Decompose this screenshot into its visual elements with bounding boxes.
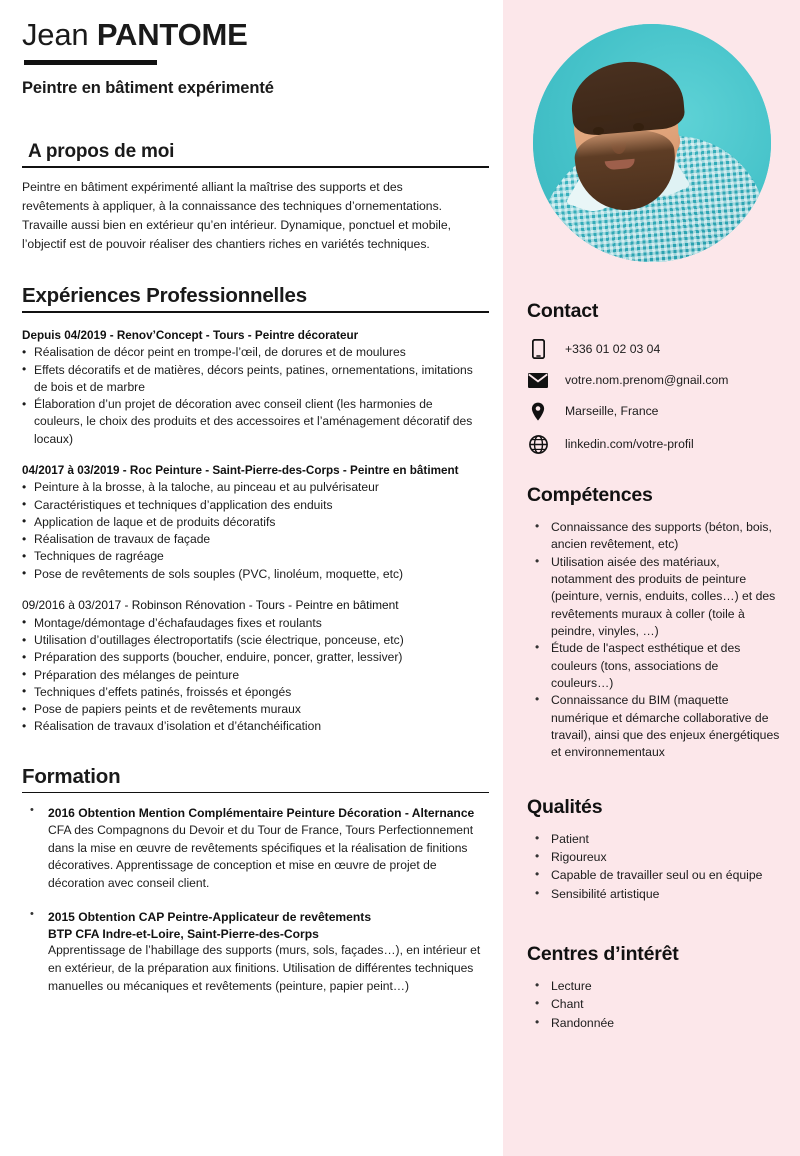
list-item: • Techniques d’effets patinés, froissés et épongés bbox=[22, 684, 484, 701]
contact-value: Marseille, France bbox=[565, 404, 659, 419]
contact-item[interactable] bbox=[527, 435, 784, 454]
candidate-name bbox=[22, 18, 489, 51]
photo-eye-left bbox=[593, 127, 604, 135]
skill-item: • Connaissance des supports (béton, bois, ancien revêtement, etc) bbox=[527, 519, 784, 554]
list-item: • Préparation des supports (boucher, enduire, poncer, gratter, lessiver) bbox=[22, 649, 484, 666]
contact-value: linkedin.com/votre-profil bbox=[565, 437, 694, 452]
formation-entry-subtitle: BTP CFA Indre-et-Loire, Saint-Pierre-des-Corps bbox=[48, 926, 319, 941]
formation-entry-title: • 2016 Obtention Mention Complémentaire Peinture Décoration - Alternance bbox=[48, 806, 475, 821]
skills-section bbox=[527, 484, 784, 762]
interests-heading: Centres d’intérêt bbox=[527, 942, 679, 965]
quality-item: • Rigoureux bbox=[527, 849, 784, 866]
contact-value: +336 01 02 03 04 bbox=[565, 341, 661, 356]
list-item: • Élaboration d’un projet de décoration avec conseil client (les harmonies de couleurs, le choix des produits et des accessoires et l’aménagement décoratif des locaux) bbox=[22, 396, 484, 448]
contact-item[interactable] bbox=[527, 402, 784, 421]
formation-entry bbox=[22, 805, 496, 892]
qualities-list bbox=[527, 831, 784, 903]
experience-divider bbox=[22, 311, 489, 313]
job-title: Peintre en bâtiment expérimenté bbox=[22, 79, 274, 98]
about-section bbox=[22, 141, 489, 254]
quality-item: • Sensibilité artistique bbox=[527, 886, 784, 903]
list-item: • Préparation des mélanges de peinture bbox=[22, 667, 484, 684]
page-title bbox=[22, 18, 489, 98]
experience-heading: Expériences Professionnelles bbox=[22, 284, 307, 308]
experience-entry-title: 09/2016 à 03/2017 - Robinson Rénovation - Tours - Peintre en bâtiment bbox=[22, 598, 399, 613]
list-item: • Effets décoratifs et de matières, décors peints, patines, ornementations, imitations de bois et de marbre bbox=[22, 362, 484, 397]
list-item: • Utilisation d’outillages électroportatifs (scie électrique, ponceuse, etc) bbox=[22, 632, 484, 649]
list-item: • Pose de papiers peints et de revêtements muraux bbox=[22, 701, 484, 718]
formation-heading: Formation bbox=[22, 764, 121, 788]
contact-section bbox=[527, 300, 784, 454]
skill-item: • Connaissance du BIM (maquette numérique et démarche collaborative de travail), ainsi que des enjeux énergétiques et environnementaux bbox=[527, 692, 784, 761]
formation-entry-description: Apprentissage de l’habillage des supports (murs, sols, façades…), en intérieur et en extérieur, de la préparation aux finitions. Utilisation de différentes techniques manuelles ou mécaniques et revêtements (peinture, papier peint…) bbox=[48, 943, 481, 993]
formation-divider bbox=[22, 792, 489, 794]
photo-eye-right bbox=[633, 123, 644, 131]
experience-entry-title: Depuis 04/2019 - Renov’Concept - Tours - Peintre décorateur bbox=[22, 328, 359, 342]
experience-entry bbox=[22, 463, 489, 583]
experience-bullet-list bbox=[22, 615, 489, 736]
about-divider bbox=[22, 166, 489, 168]
qualities-section bbox=[527, 796, 784, 903]
last-name: PANTOME bbox=[96, 17, 248, 52]
contact-item[interactable] bbox=[527, 339, 784, 359]
contact-heading: Contact bbox=[527, 300, 599, 322]
experience-entry bbox=[22, 598, 489, 736]
quality-item: • Patient bbox=[527, 831, 784, 848]
name-underline-rule bbox=[24, 60, 157, 65]
contact-value: votre.nom.prenom@gnail.com bbox=[565, 373, 729, 388]
phone-icon bbox=[527, 339, 549, 359]
about-text: Peintre en bâtiment expérimenté alliant la maîtrise des supports et des revêtements à appliquer, à la connaissance des techniques d’ornementations. Travaille aussi bien en extérieur qu’en intérieur. Dynamique, ponctuel et mobile, l’objectif est de pouvoir réaliser des chantiers riches en variétés techniques. bbox=[22, 180, 452, 252]
avatar bbox=[533, 24, 771, 262]
location-icon bbox=[527, 402, 549, 421]
formation-entry bbox=[22, 909, 496, 995]
about-heading: A propos de moi bbox=[28, 141, 175, 163]
list-item: • Caractéristiques et techniques d’application des enduits bbox=[22, 497, 484, 514]
interest-item: • Chant bbox=[527, 996, 784, 1013]
formation-entry-description: CFA des Compagnons du Devoir et du Tour de France, Tours Perfectionnement dans la mise en œuvre de revêtements spécifiques et la réalisation de finitions décoratives. Apprentissage de conception et mise en œuvre de projet de décoration avec conseil client. bbox=[48, 822, 474, 890]
interest-item: • Randonnée bbox=[527, 1015, 784, 1032]
experience-entry-title: 04/2017 à 03/2019 - Roc Peinture - Saint-Pierre-des-Corps - Peintre en bâtiment bbox=[22, 463, 459, 477]
formation-section bbox=[22, 765, 489, 995]
formation-entry-title: • 2015 Obtention CAP Peintre-Applicateur de revêtements bbox=[48, 910, 372, 925]
contact-item[interactable] bbox=[527, 373, 784, 388]
experience-bullet-list bbox=[22, 344, 489, 448]
list-item: • Application de laque et de produits décoratifs bbox=[22, 514, 484, 531]
list-item: • Peinture à la brosse, à la taloche, au pinceau et au pulvérisateur bbox=[22, 479, 484, 496]
email-icon bbox=[527, 373, 549, 388]
skills-heading: Compétences bbox=[527, 484, 653, 506]
experience-section bbox=[22, 284, 489, 736]
interests-list bbox=[527, 978, 784, 1032]
skills-list bbox=[527, 519, 784, 762]
skill-item: • Étude de l'aspect esthétique et des couleurs (tons, associations de couleurs…) bbox=[527, 640, 784, 692]
sidebar bbox=[503, 0, 800, 1156]
first-name: Jean bbox=[22, 17, 89, 52]
experience-list bbox=[22, 328, 489, 736]
list-item: • Techniques de ragréage bbox=[22, 548, 484, 565]
experience-entry bbox=[22, 328, 489, 448]
interest-item: • Lecture bbox=[527, 978, 784, 995]
experience-bullet-list bbox=[22, 479, 489, 583]
interests-section bbox=[527, 943, 784, 1032]
contact-list bbox=[527, 339, 784, 454]
list-item: • Pose de revêtements de sols souples (PVC, linoléum, moquette, etc) bbox=[22, 566, 484, 583]
skill-item: • Utilisation aisée des matériaux, notamment des produits de peinture (peinture, vernis, enduits, colles…) et des revêtements muraux à coller (toile à peindre, vinyles, …) bbox=[527, 554, 784, 641]
quality-item: • Capable de travailler seul ou en équipe bbox=[527, 867, 784, 884]
list-item: • Réalisation de décor peint en trompe-l’œil, de dorures et de moulures bbox=[22, 344, 484, 361]
list-item: • Réalisation de travaux de façade bbox=[22, 531, 484, 548]
formation-list bbox=[22, 805, 489, 995]
list-item: • Réalisation de travaux d’isolation et d’étanchéification bbox=[22, 718, 484, 735]
qualities-heading: Qualités bbox=[527, 795, 603, 818]
list-item: • Montage/démontage d’échafaudages fixes et roulants bbox=[22, 615, 484, 632]
globe-icon bbox=[527, 435, 549, 454]
